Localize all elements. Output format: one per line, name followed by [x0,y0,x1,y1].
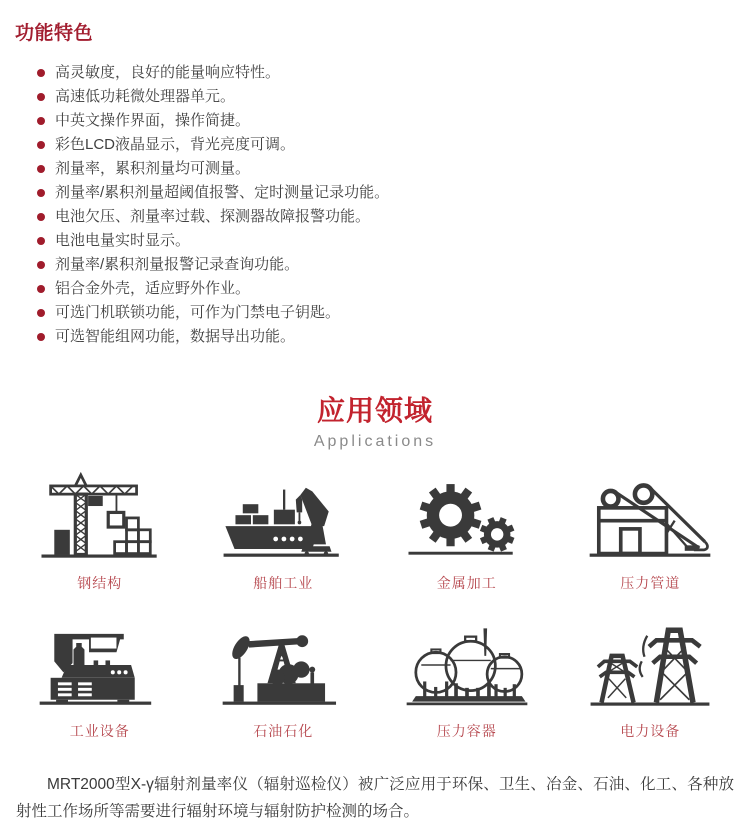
bullet-dot-icon [37,165,45,173]
bullet-dot-icon [37,93,45,101]
applications-section [0,389,750,741]
ship-crane-icon [208,467,358,563]
feature-item [29,325,735,349]
feature-item [29,133,735,157]
features-title: 功能特色 [15,23,94,44]
applications-subtitle: Applications [313,433,437,450]
app-cell-power-equipment [559,615,743,741]
bullet-dot-icon [37,333,45,341]
feature-text: 剂量率/累积剂量超阈值报警、定时测量记录功能。 [55,184,390,201]
gears-icon [392,467,542,563]
feature-item [29,205,735,229]
feature-item [29,253,735,277]
feature-item [29,277,735,301]
feature-text: 电池欠压、剂量率过载、探测器故障报警功能。 [55,208,371,225]
features-section [0,0,750,349]
bullet-dot-icon [37,141,45,149]
feature-text: 高灵敏度，良好的能量响应特性。 [55,64,281,81]
feature-text: 剂量率，累积剂量均可测量。 [55,160,251,177]
feature-item [29,301,735,325]
app-cell-pressure-pipeline [559,467,743,593]
app-cell-metal-processing [375,467,559,593]
app-label: 船舶工业 [253,575,314,591]
app-cell-pressure-vessel [375,615,559,741]
app-cell-shipbuilding [192,467,376,593]
app-cell-industrial-equipment [8,615,192,741]
feature-text: 中英文操作界面，操作简捷。 [55,112,251,129]
feature-text: 铝合金外壳，适应野外作业。 [55,280,251,297]
app-label: 钢结构 [77,575,123,591]
pipeline-icon [575,467,725,563]
feature-item [29,109,735,133]
feature-item [29,61,735,85]
bullet-dot-icon [37,309,45,317]
power-tower-icon [575,615,725,711]
tower-crane-icon [25,467,175,563]
feature-text: 剂量率/累积剂量报警记录查询功能。 [55,256,300,273]
feature-text: 可选门机联锁功能，可作为门禁电子钥匙。 [55,304,341,321]
app-cell-steel-structure [8,467,192,593]
app-label: 压力管道 [620,575,681,591]
feature-text: 可选智能组网功能，数据导出功能。 [55,328,296,345]
bullet-dot-icon [37,189,45,197]
app-label: 压力容器 [436,723,497,739]
product-description: MRT2000型X-γ辐射剂量率仪（辐射巡检仪）被广泛应用于环保、卫生、冶金、石油、化工、各种放射性工作场所等需要进行辐射环境与辐射防护检测的场合。 [16,776,734,820]
industrial-machine-icon [25,615,175,711]
app-label: 石油石化 [253,723,314,739]
feature-item [29,181,735,205]
pressure-vessel-icon [392,615,542,711]
feature-text: 电池电量实时显示。 [55,232,191,249]
bullet-dot-icon [37,237,45,245]
app-label: 工业设备 [69,723,130,739]
app-label: 金属加工 [436,575,497,591]
applications-title: 应用领域 [316,395,433,426]
bullet-dot-icon [37,117,45,125]
app-cell-petrochemical [192,615,376,741]
bullet-dot-icon [37,261,45,269]
bullet-dot-icon [37,69,45,77]
oil-pump-icon [208,615,358,711]
app-label: 电力设备 [620,723,681,739]
feature-text: 高速低功耗微处理器单元。 [55,88,236,105]
bullet-dot-icon [37,213,45,221]
feature-list [15,61,735,349]
bullet-dot-icon [37,285,45,293]
feature-text: 彩色LCD液晶显示，背光亮度可调。 [55,136,296,153]
applications-grid [0,467,750,741]
feature-item [29,229,735,253]
feature-item [29,85,735,109]
feature-item [29,157,735,181]
